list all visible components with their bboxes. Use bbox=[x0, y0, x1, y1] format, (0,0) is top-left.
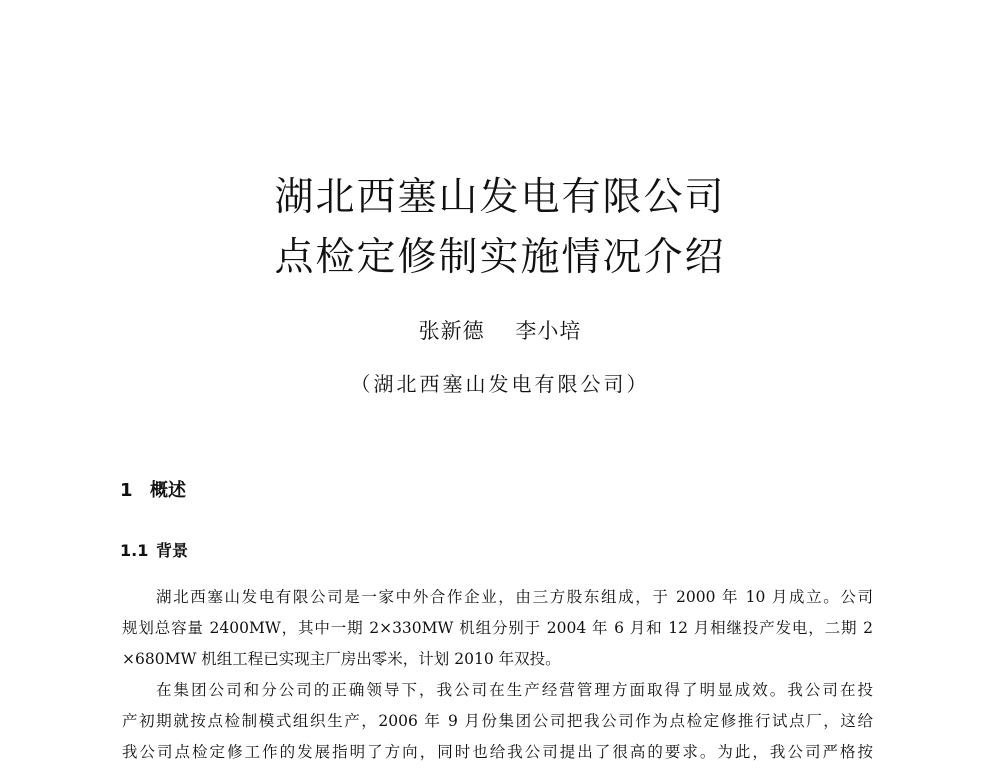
document-title-line-2: 点检定修制实施情况介绍 bbox=[274, 235, 726, 280]
document-title-line-1: 湖北西塞山发电有限公司 bbox=[274, 175, 726, 220]
paragraph-line: 湖北西塞山发电有限公司是一家中外合作企业，由三方股东组成，于 2000 年 10 月成立。公司 bbox=[156, 588, 873, 606]
section-heading-1 bbox=[120, 482, 186, 500]
paragraph-line: ×680MW 机组工程已实现主厂房出零米，计划 2010 年双投。 bbox=[122, 650, 561, 668]
subsection-heading-1-1 bbox=[120, 543, 188, 559]
authors: 张新德 李小培 bbox=[418, 319, 582, 343]
paragraph-1 bbox=[122, 582, 873, 675]
paragraph-line: 在集团公司和分公司的正确领导下，我公司在生产经营管理方面取得了明显成效。我公司在投 bbox=[156, 681, 873, 699]
subsection-number: 1.1 bbox=[120, 541, 149, 560]
section-number: 1 bbox=[120, 480, 133, 501]
section-title: 概述 bbox=[150, 480, 186, 501]
subsection-title: 背景 bbox=[156, 541, 189, 560]
paragraph-line: 规划总容量 2400MW，其中一期 2×330MW 机组分别于 2004 年 6 月和 12 月相继投产发电，二期 2 bbox=[122, 619, 873, 637]
affiliation: （湖北西塞山发电有限公司） bbox=[350, 372, 650, 396]
paragraph-2 bbox=[122, 675, 873, 768]
paragraph-line: 产初期就按点检制模式组织生产，2006 年 9 月份集团公司把我公司作为点检定修推行试点厂，这给 bbox=[122, 712, 873, 730]
paragraph-line: 我公司点检定修工作的发展指明了方向，同时也给我公司提出了很高的要求。为此，我公司严格按 bbox=[122, 743, 873, 761]
